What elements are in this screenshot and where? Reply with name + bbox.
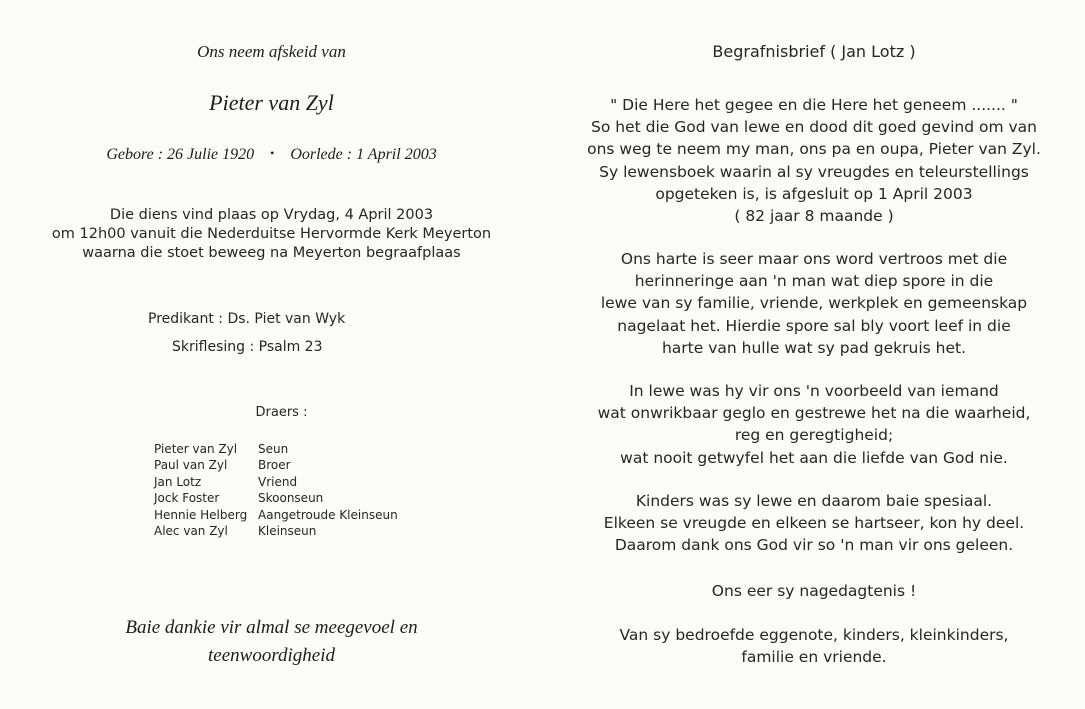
table-row bbox=[154, 458, 398, 474]
paragraph-line: wat nooit getwyfel het aan die liefde van God nie. bbox=[620, 448, 1008, 467]
skriflesing: Skriflesing : Psalm 23 bbox=[172, 339, 323, 355]
right-page bbox=[543, 0, 1085, 709]
bearer-relation: Seun bbox=[258, 442, 289, 456]
bearer-relation: Broer bbox=[258, 458, 291, 473]
table-row bbox=[154, 524, 398, 540]
paragraph-scripture bbox=[543, 94, 1085, 227]
paragraph-line: reg en geregtigheid; bbox=[734, 426, 894, 445]
life-dates bbox=[0, 146, 543, 164]
service-line: Die diens vind plaas op Vrydag, 4 April 2003 bbox=[109, 207, 434, 223]
paragraph-line: Ons eer sy nagedagtenis ! bbox=[711, 582, 917, 600]
bearer-name: Pieter van Zyl bbox=[154, 442, 238, 456]
bearer-name: Hennie Helberg bbox=[154, 507, 248, 522]
draers-heading: Draers : bbox=[255, 405, 308, 420]
paragraph-line: Kinders was sy lewe en daarom baie spesiaal. bbox=[635, 492, 993, 510]
paragraph-line: So het die God van lewe en dood dit goed gevind om van bbox=[591, 118, 1037, 137]
table-row bbox=[154, 508, 398, 524]
bearer-relation: Aangetroude Kleinseun bbox=[258, 507, 398, 522]
paragraph-line: ( 82 jaar 8 maande ) bbox=[734, 207, 894, 226]
table-row bbox=[154, 442, 398, 458]
farewell-heading: Ons neem afskeid van bbox=[197, 42, 346, 61]
paragraph-line: herinneringe aan 'n man wat diep spore in die bbox=[634, 272, 994, 291]
service-details bbox=[0, 206, 543, 263]
deceased-name: Pieter van Zyl bbox=[209, 90, 334, 115]
bearer-name: Jock Foster bbox=[154, 491, 220, 506]
paragraph-children bbox=[543, 490, 1085, 557]
paragraph-example bbox=[543, 380, 1085, 469]
table-row bbox=[154, 491, 398, 507]
paragraph-signoff bbox=[543, 624, 1085, 668]
service-line: om 12h00 vanuit die Nederduitse Hervormde Kerk Meyerton bbox=[51, 226, 492, 242]
paragraph-line: lewe van sy familie, vriende, werkplek en gemeenskap bbox=[600, 294, 1028, 313]
thanks-message bbox=[0, 614, 543, 670]
paragraph-memories bbox=[543, 248, 1085, 359]
death-date: Oorlede : 1 April 2003 bbox=[290, 146, 437, 163]
paragraph-line: familie en vriende. bbox=[741, 648, 887, 667]
paragraph-line: Van sy bedroefde eggenote, kinders, kleinkinders, bbox=[619, 626, 1009, 644]
table-row bbox=[154, 475, 398, 491]
date-separator: • bbox=[270, 146, 275, 160]
bearer-relation: Kleinseun bbox=[258, 523, 317, 538]
bearers-table bbox=[154, 442, 398, 540]
thanks-line: teenwoordigheid bbox=[208, 645, 335, 666]
paragraph-line: Daarom dank ons God vir so 'n man vir ons geleen. bbox=[614, 536, 1014, 555]
paragraph-line: opgeteken is, is afgesluit op 1 April 2003 bbox=[655, 184, 973, 203]
service-line: waarna die stoet beweeg na Meyerton begraafplaas bbox=[82, 245, 461, 261]
paragraph-honour bbox=[543, 580, 1085, 602]
paragraph-line: Ons harte is seer maar ons word vertroos met die bbox=[620, 250, 1008, 268]
birth-date: Gebore : 26 Julie 1920 bbox=[106, 146, 255, 163]
bearer-name: Alec van Zyl bbox=[154, 523, 228, 538]
paragraph-line: harte van hulle wat sy pad gekruis het. bbox=[661, 338, 967, 357]
paragraph-line: In lewe was hy vir ons 'n voorbeeld van iemand bbox=[629, 382, 999, 400]
bearer-relation: Vriend bbox=[258, 474, 298, 489]
paragraph-line: ons weg te neem my man, ons pa en oupa, Pieter van Zyl. bbox=[587, 140, 1041, 159]
paragraph-line: " Die Here het gegee en die Here het geneem ....... " bbox=[610, 96, 1018, 114]
bearer-name: Jan Lotz bbox=[154, 474, 202, 489]
paragraph-line: wat onwrikbaar geglo en gestrewe het na die waarheid, bbox=[597, 404, 1031, 423]
bearer-relation: Skoonseun bbox=[258, 491, 324, 506]
letter-title: Begrafnisbrief ( Jan Lotz ) bbox=[712, 42, 916, 61]
thanks-line: Baie dankie vir almal se meegevoel en bbox=[125, 617, 418, 638]
paragraph-line: nagelaat het. Hierdie spore sal bly voort leef in die bbox=[617, 316, 1011, 335]
paragraph-line: Elkeen se vreugde en elkeen se hartseer, kon hy deel. bbox=[603, 514, 1025, 533]
paragraph-line: Sy lewensboek waarin al sy vreugdes en teleurstellings bbox=[599, 162, 1029, 181]
bearer-name: Paul van Zyl bbox=[154, 458, 228, 473]
predikant: Predikant : Ds. Piet van Wyk bbox=[148, 311, 346, 327]
